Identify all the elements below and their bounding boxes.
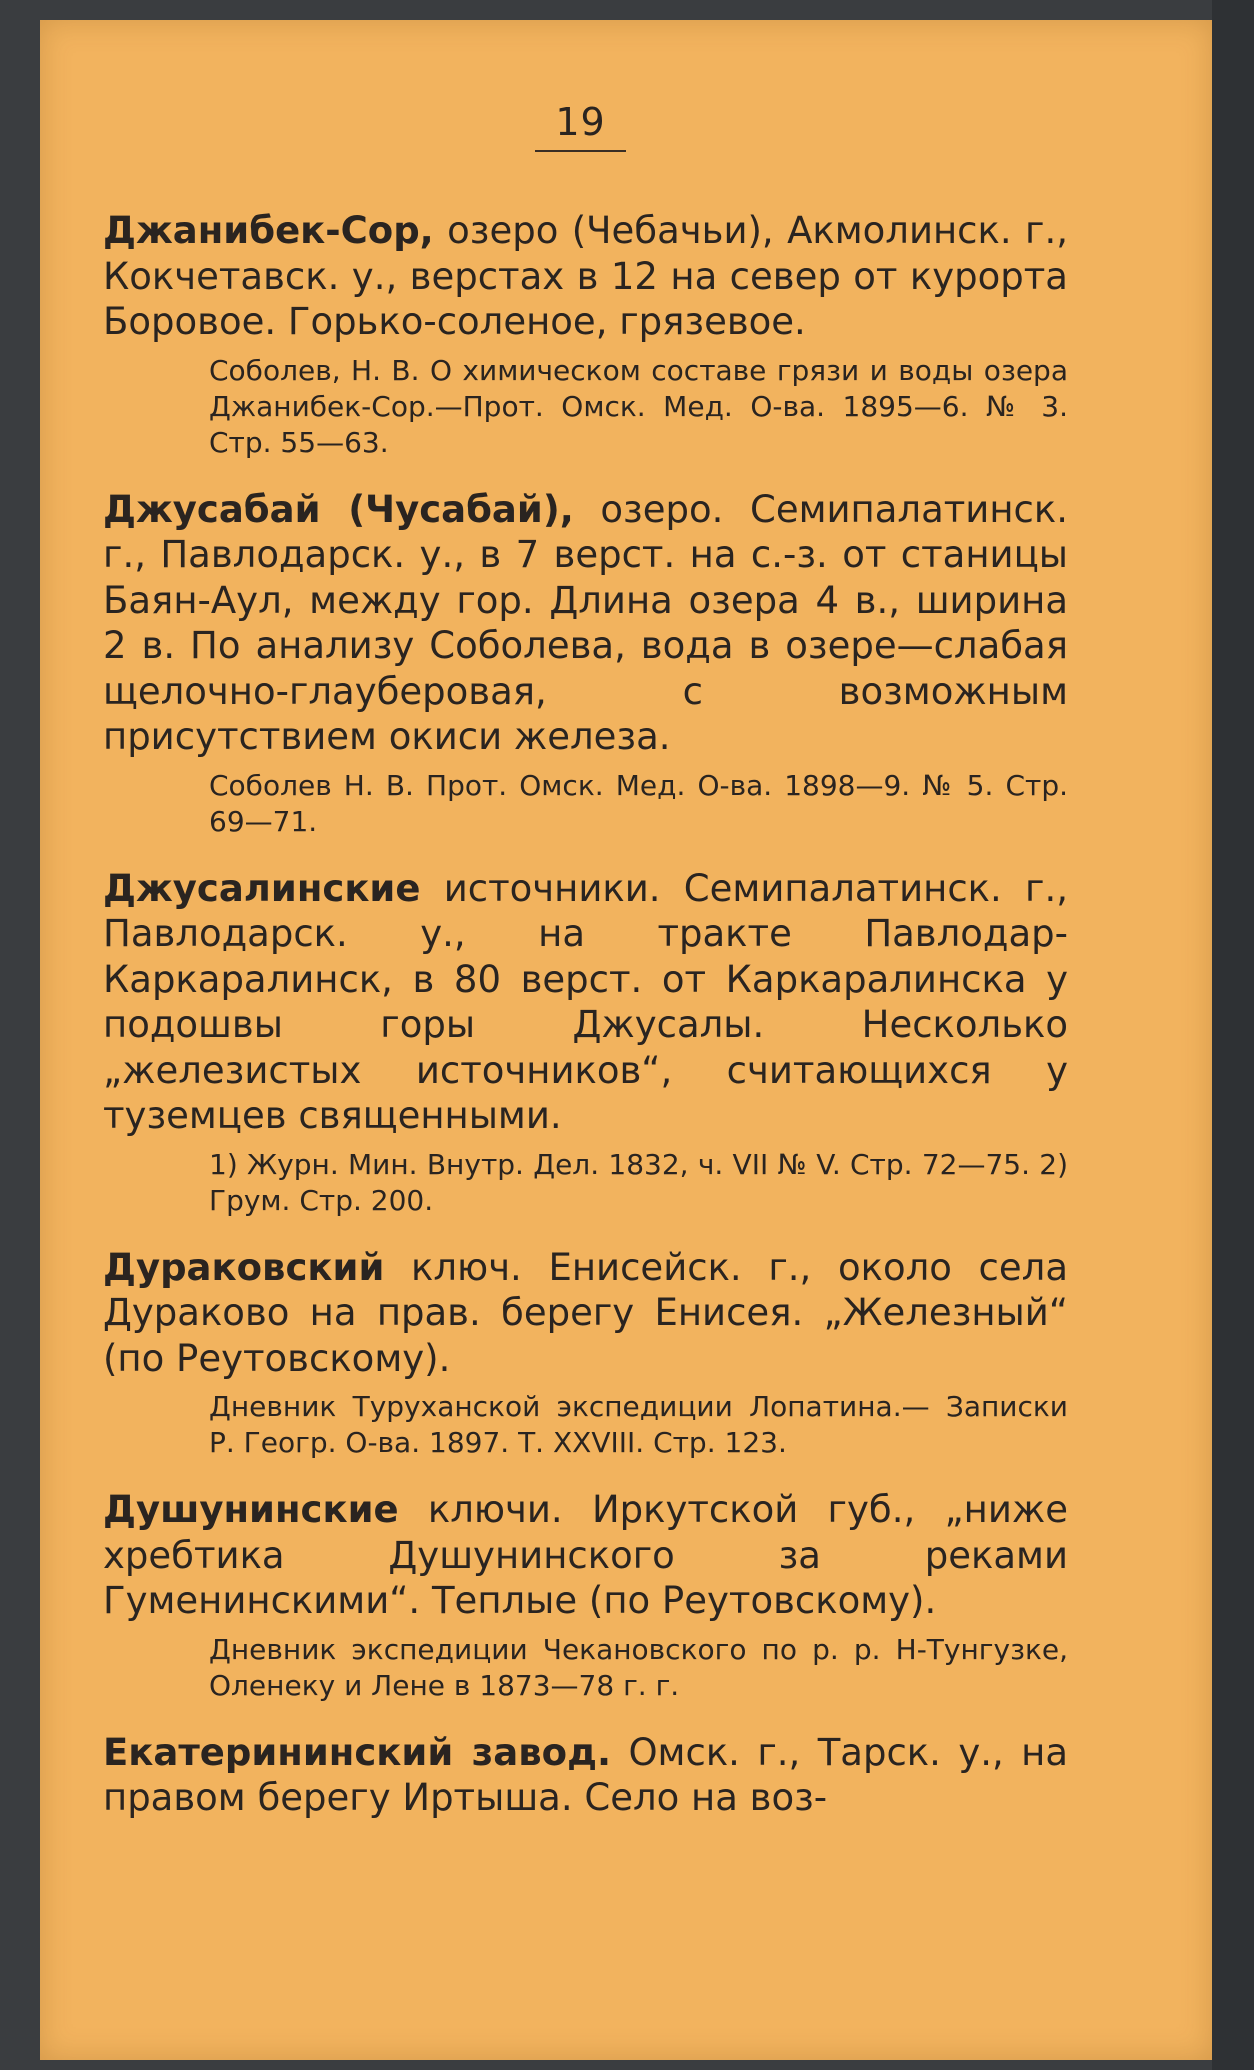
entry-dzhanibek-sor — [103, 208, 1068, 461]
entry-text: Омск. г., Тарск. у., на правом берегу Иртыша. Село на воз- — [103, 1730, 1069, 1819]
scan-edge — [1212, 0, 1254, 2070]
entry-text: ключ. Енисейск. г., около села Дураково на прав. берегу Енисея. „Железный“ (по Реутовскому). — [103, 1245, 1068, 1380]
page-number: 19 — [93, 100, 1068, 152]
entry-dzhusabai — [103, 487, 1068, 840]
entry-dzhusalinskie — [103, 866, 1068, 1219]
entry-ekaterininskiy — [103, 1730, 1068, 1821]
entry-title: Джусалинские — [103, 866, 421, 910]
page-content — [103, 100, 1068, 1847]
entry-reference: Дневник Туруханской экспедиции Лопатина.— Записки Р. Геогр. О-ва. 1897. Т. XXVIII. Стр. 123. — [209, 1390, 1068, 1459]
entry-text: озеро (Чебачьи), Акмолинск. г., Кокчетавск. у., верстах в 12 на север от курорта Боровое. Горько-соленое, грязевое. — [103, 209, 1068, 343]
entry-title: Дураковский — [103, 1245, 385, 1289]
entry-text: источники. Семипалатинск. г., Павлодарск. у., на тракте Павлодар-Каркаралинск, в 80 верст. от Каркаралинска у подошвы горы Джусалы. Несколько „железистых источников“, считающихся у туземцев священными. — [103, 866, 1069, 1137]
entry-durakovskiy — [103, 1245, 1068, 1462]
entry-reference: Дневник экспедиции Чекановского по р. р. Н-Тунгузке, Оленеку и Лене в 1873—78 г. г. — [209, 1632, 1068, 1702]
entry-title: Джусабай (Чусабай), — [103, 487, 574, 531]
entry-title: Джанибек-Сор, — [103, 209, 434, 252]
entry-text: ключи. Иркутской губ., „ниже хребтика Душунинского за реками Гуменинскими“. Теплые (по Реутовскому). — [103, 1488, 1068, 1622]
entry-dushuninskie — [103, 1487, 1068, 1704]
entry-reference: 1) Журн. Мин. Внутр. Дел. 1832, ч. VII № V. Стр. 72—75. 2) Грум. Стр. 200. — [209, 1147, 1068, 1217]
entry-reference: Соболев, Н. В. О химическом составе грязи и воды озера Джанибек-Сор.—Прот. Омск. Мед. О-ва. 1895—6. № 3. Стр. 55—63. — [209, 353, 1068, 459]
entry-reference: Соболев Н. В. Прот. Омск. Мед. О-ва. 1898—9. № 5. Стр. 69—71. — [209, 768, 1068, 838]
entry-title: Душунинские — [103, 1488, 399, 1531]
entry-text: озеро. Семипалатинск. г., Павлодарск. у., в 7 верст. на с.-з. от станицы Баян-Аул, между гор. Длина озера 4 в., ширина 2 в. По анализу Соболева, вода в озере—слабая щелочно-глауберовая, с возможным присутствием окиси железа. — [103, 487, 1068, 758]
entry-title: Екатерининский завод. — [103, 1730, 612, 1774]
